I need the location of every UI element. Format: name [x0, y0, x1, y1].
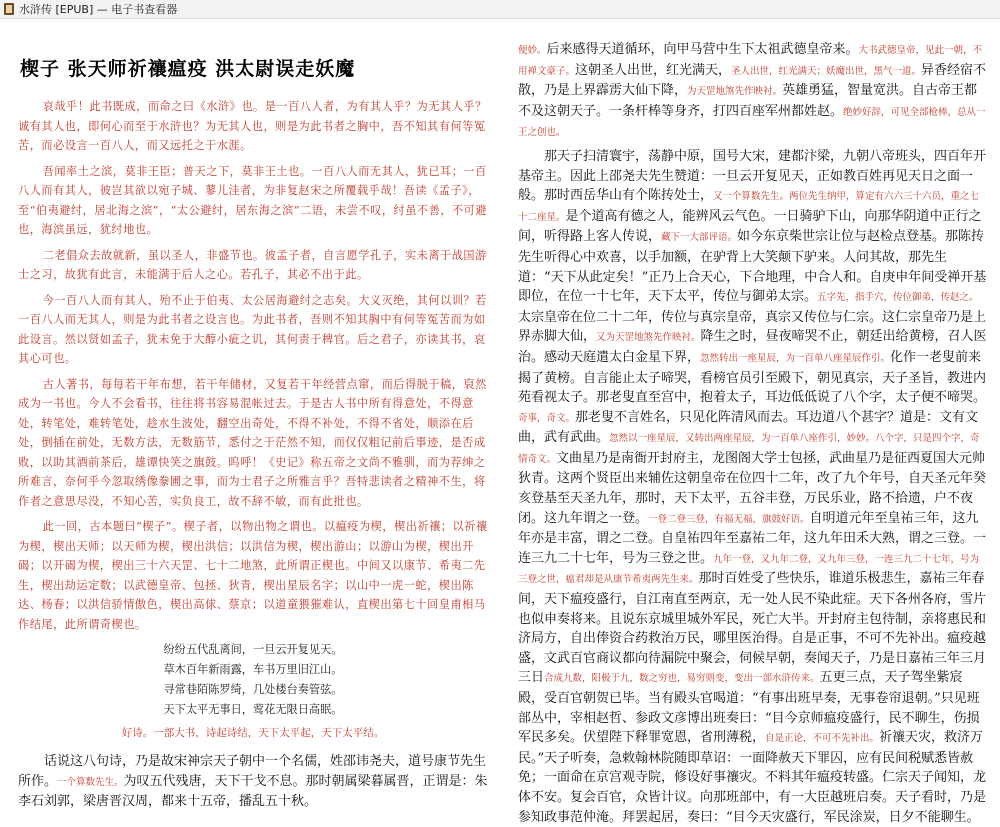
body-text: 自明道元年至皇祐三年，这九年亦是丰富，谓之二登。自皇祐四年至嘉祐二年，这九年田禾大熟，谓之三登。一连三九二十七年，号为三登之世。	[518, 510, 987, 566]
inline-commentary: 忽然转出一座星辰，为一百单八座星辰作引。	[700, 352, 891, 364]
inline-commentary: 又一个算数先生。两位先生纳甲，算定有六六三十六员，重之七十二座星。	[518, 191, 980, 223]
poem-line: 纷纷五代乱离间，一旦云开复见天。	[163, 643, 343, 656]
commentary-paragraph: 今一百八人而有其人，殆不止于伯夷、太公居海避纣之志矣。大义灭绝，其何以训？若一百八人而无其人，则是为此书者之设言也。为此书者，吾则不知其胸中有何等冤苦而为如此设言。然以贤如孟子，犹未免于大醇小疵之讥，其何责于稗官。后之君子，亦读其书，哀其心可也。	[18, 293, 487, 365]
body-paragraph	[518, 40, 988, 143]
body-text: 后来感得天道循环，向甲马营中生下太祖武德皇帝来。	[546, 42, 859, 57]
right-page[interactable]	[518, 18, 988, 827]
inline-commentary: 藏下一大部评语。	[661, 232, 738, 244]
body-text: 如今东京柴世宗让位与赵检点登基。那陈抟先生听得心中欢喜，以手加额，在驴背上大笑颠下驴来。人问其故，那先生道：“天下从此定矣！”正乃上合天心，下合地理，中合人和。自庚申年间受禅开基即位，在位一十七年，天下太平，传位与御弟太宗。	[518, 229, 987, 305]
body-text: 祈禳天灾，救济万民。”天子听奏，急敕翰林院随即草诏：一面降赦天下罪囚，应有民间税赋悉皆赦免；一面命在京宫观寺院，修设好事禳灾。不料其年瘟疫转盛。仁宗天子闻知，龙体不安。复会百官，众皆计议。向那班部中，有一大臣越班启奏。天子看时，乃是参知政事范仲淹。拜罢起居，奏曰：“目今天灾盛行，军民涂炭，日夕不能聊生。	[518, 730, 987, 825]
inline-commentary: 自是正论，不可不先补出。	[765, 733, 880, 745]
inline-commentary: 为天罡地煞先作映衬。	[687, 86, 783, 98]
book-icon	[4, 3, 14, 15]
commentary-paragraph: 吾闻率土之滨，莫非王臣；普天之下，莫非王土也。一百八人而无其人，犹已耳；一百八人而有其人，彼岂其欲以宛子城、蓼儿洼者，为非复赵宋之所覆载乎哉！吾读《孟子》，至“伯夷避纣，居北海之滨”，“太公避纣，居东海之滨”二语，未尝不叹，纣虽不善，不可避也，海滨虽远，犹纣地也。	[18, 164, 488, 236]
poem-line: 草木百年新雨露，车书万里旧江山。	[163, 663, 343, 676]
inline-commentary: 合成九数，阳极于九，数之穷也，易穷则变，变出一部水浒传来。	[544, 673, 820, 685]
poem-line: 寻常巷陌陈罗绮，几处楼台奏管弦。	[163, 683, 343, 696]
window-title: 水浒传 [EPUB] — 电子书查看器	[19, 3, 178, 16]
poem-commentary: 好诗。一部大书，诗起诗结，天下太平起，天下太平结。	[121, 727, 385, 739]
left-page[interactable]	[18, 18, 488, 827]
inline-commentary: 绝妙好辞，可见全部枪棒，总从一王之创也。	[518, 106, 986, 139]
body-text: 话说这八句诗，乃是故宋神宗天子朝中一个名儒，姓邵讳尧夫，道号康节先生所作。	[18, 754, 487, 789]
body-text: 那老叟不言姓名，只见化阵清风而去。耳边道八个甚字？道是：文有文曲，武有武曲。	[518, 409, 979, 446]
body-text: 是个道高有德之人，能辨风云气色。一日骑驴下山，向那华阴道中正行之间，听得路上客人传说，	[518, 208, 982, 245]
inline-commentary: 九年一登，又九年二登，又九年三登，一连三九二十七年，号为三登之世，瘟君却是从康节希夷两先生来。	[518, 553, 980, 586]
body-text: 五更三点，天子驾坐紫宸殿，受百官朝贺已毕。当有殿头官喝道：“有事出班早奏，无事卷帘退朝。”只见班部丛中，宰相赵哲、参政文彦博出班奏曰：“目今京师瘟疫盛行，民不聊生，伤损军民多矣。伏望陛下释罪宽恩，省刑薄税，	[518, 670, 980, 746]
body-text: 那天子扫清寰宇，荡静中原，国号大宋，建都汴梁，九朝八帝班头，四百年开基帝主。因此上邵尧夫先生赞道：一旦云开复见天，正如教百姓再见天日之面一般。那时西岳华山有个陈抟处士，	[518, 148, 987, 204]
body-text: 降生之时，昼夜啼哭不止，朝廷出给黄榜，召人医治。感动天庭遣太白金星下界，	[518, 329, 987, 365]
inline-commentary: 又为天罡地煞先作映衬。	[596, 332, 701, 344]
body-text: 化作一老叟前来揭了黄榜。自言能止太子啼哭，看榜官员引至殿下，朝见真宗，天子圣旨，教进内苑看视太子。那老叟直至宫中，抱着太子，耳边低低说了八个字，太子便不啼哭。	[518, 349, 987, 406]
inline-commentary: 忽然以一座星辰，又转出两座星辰，为一百单八座作引，妙妙。八个字，只是四个字，奇情奇文。	[518, 433, 980, 465]
inline-commentary: 圣人出世，红光满天；妖魔出世，黑气一道。	[731, 65, 922, 77]
commentary-paragraph: 此一回，古本题曰“楔子”。楔子者，以物出物之谓也。以瘟疫为楔，楔出祈禳；以祈禳为楔，楔出天师；以天师为楔，楔出洪信；以洪信为楔，楔出游山；以游山为楔，楔出开碣；以开碣为楔，楔出三十六天罡、七十二地煞，此所谓正楔也。中间又以康节、希夷二先生，楔出劫运定数；以武德皇帝、包拯、狄青，楔出星辰名字；以山中一虎一蛇，楔出陈达、杨春；以洪信骄情傲色，楔出高俅、蔡京；以道童猥獕难认，直楔出第七十回皇甫相马作结尾，此所谓奇楔也。	[18, 520, 488, 631]
inline-commentary: 便妙。	[518, 45, 547, 56]
commentary-paragraph: 哀哉乎！此书既成，而命之曰《水浒》也。是一百八人者，为有其人乎？为无其人乎？诚有其人也，即何心而至于水浒也？为无其人也，则是为此书者之胸中，吾不知其有何等冤苦，而必设言一百八人，而又远托之于水涯。	[18, 100, 487, 152]
body-text: 为叹五代残唐，天下干戈不息。那时朝属梁暮属晋，正谓是：朱李石刘郭，梁唐晋汉周，都来十五帝，播乱五十秋。	[18, 773, 488, 810]
inline-commentary: 一登二登三登，有福无福，旗鼓好语。	[648, 513, 810, 525]
body-paragraph	[518, 147, 988, 827]
body-text: 文曲星乃是南衙开封府主，龙图阁大学士包拯，武曲星乃是征西夏国大元帅狄青。这两个贤臣出来辅佐这朝皇帝在位四十二年，改了九个年号，自天圣元年癸亥登基至天圣九年，那时，天下太平，五谷丰登，万民乐业，路不拾遗，户不夜闭。这九年谓之一登。	[518, 450, 987, 526]
chapter-title: 楔子 张天师祈禳瘟疫 洪太尉误走妖魔	[20, 58, 356, 80]
poem-line: 天下太平无事日，莺花无限日高眠。	[163, 703, 343, 716]
body-text: 太宗皇帝在位二十二年，传位与真宗皇帝，真宗又传位与仁宗。这仁宗皇帝乃是上界赤脚大仙，	[518, 309, 987, 345]
body-text: 英雄勇猛，智量宽洪。自古帝王都不及这朝天子。一条杆棒等身齐，打四百座军州都姓赵。	[518, 83, 978, 119]
body-text: 异香经宿不散，乃是上界霹雳大仙下降，	[518, 62, 987, 99]
inline-commentary: 一个算数先生。	[57, 776, 124, 788]
body-paragraph	[18, 752, 488, 812]
commentary-paragraph: 古人著书，每每若干年布想，若干年储材，又复若干年经营点窜，而后得脱于稿，裒然成为一书也。今人不会看书，往往将书容易混帐过去。于是古人书中所有得意处，不得意处，转笔处，难转笔处，趁水生波处，翻空出奇处，不得不补处，不得不省处，顺添在后处，倒插在前处，无数方法，无数筋节，悉付之于茫然不知，而仅仅粗记前后事迹，是否成败，以助其酒前茶后，雄谭快笑之旗鼓。呜呼！《史记》称五帝之文尚不雅驯，而为荐绅之所难言，奈何乎今忽取绣像豢圃之事，而为士君子之所雅言乎？吾特悲读者之精神不生，将作者之意思尽没，不知心苦，实负良工，故不辞不敏，而有此批也。	[18, 377, 487, 508]
body-text: 那时百姓受了些快乐，谁道乐极悲生，嘉祐三年春间，天下瘟疫盛行，自江南直至两京，无一处人民不染此症。天下各州各府，雪片也似申奏将来。且说东京城里城外军民，死亡大半。开封府主包待制，亲将惠民和济局方，自出俸资合药救治万民，哪里医治得。自是正事，不可不先补出。瘟疫越盛，文武百官商议都向待漏院中聚会，伺候早朝，奏闻天子，乃是日嘉祐三年三月三日	[518, 571, 987, 686]
inline-commentary: 大书武德皇帝，见此一朝，不用禅文豪子。	[518, 45, 983, 77]
inline-commentary: 奇事，奇文。	[518, 412, 576, 424]
inline-commentary: 五字先，指手穴，传位御弟，传赵之。	[817, 292, 979, 304]
window-titlebar	[0, 0, 1000, 19]
commentary-paragraph: 二老倡众去故就新，虽以圣人，非盛节也。彼孟子者，自言愿学孔子，实未离于战国游士之习，故犹有此言，未能满于后人之心。若孔子，其必不出于此。	[18, 248, 487, 281]
body-text: 这朝圣人出世，红光满天，	[575, 62, 732, 78]
